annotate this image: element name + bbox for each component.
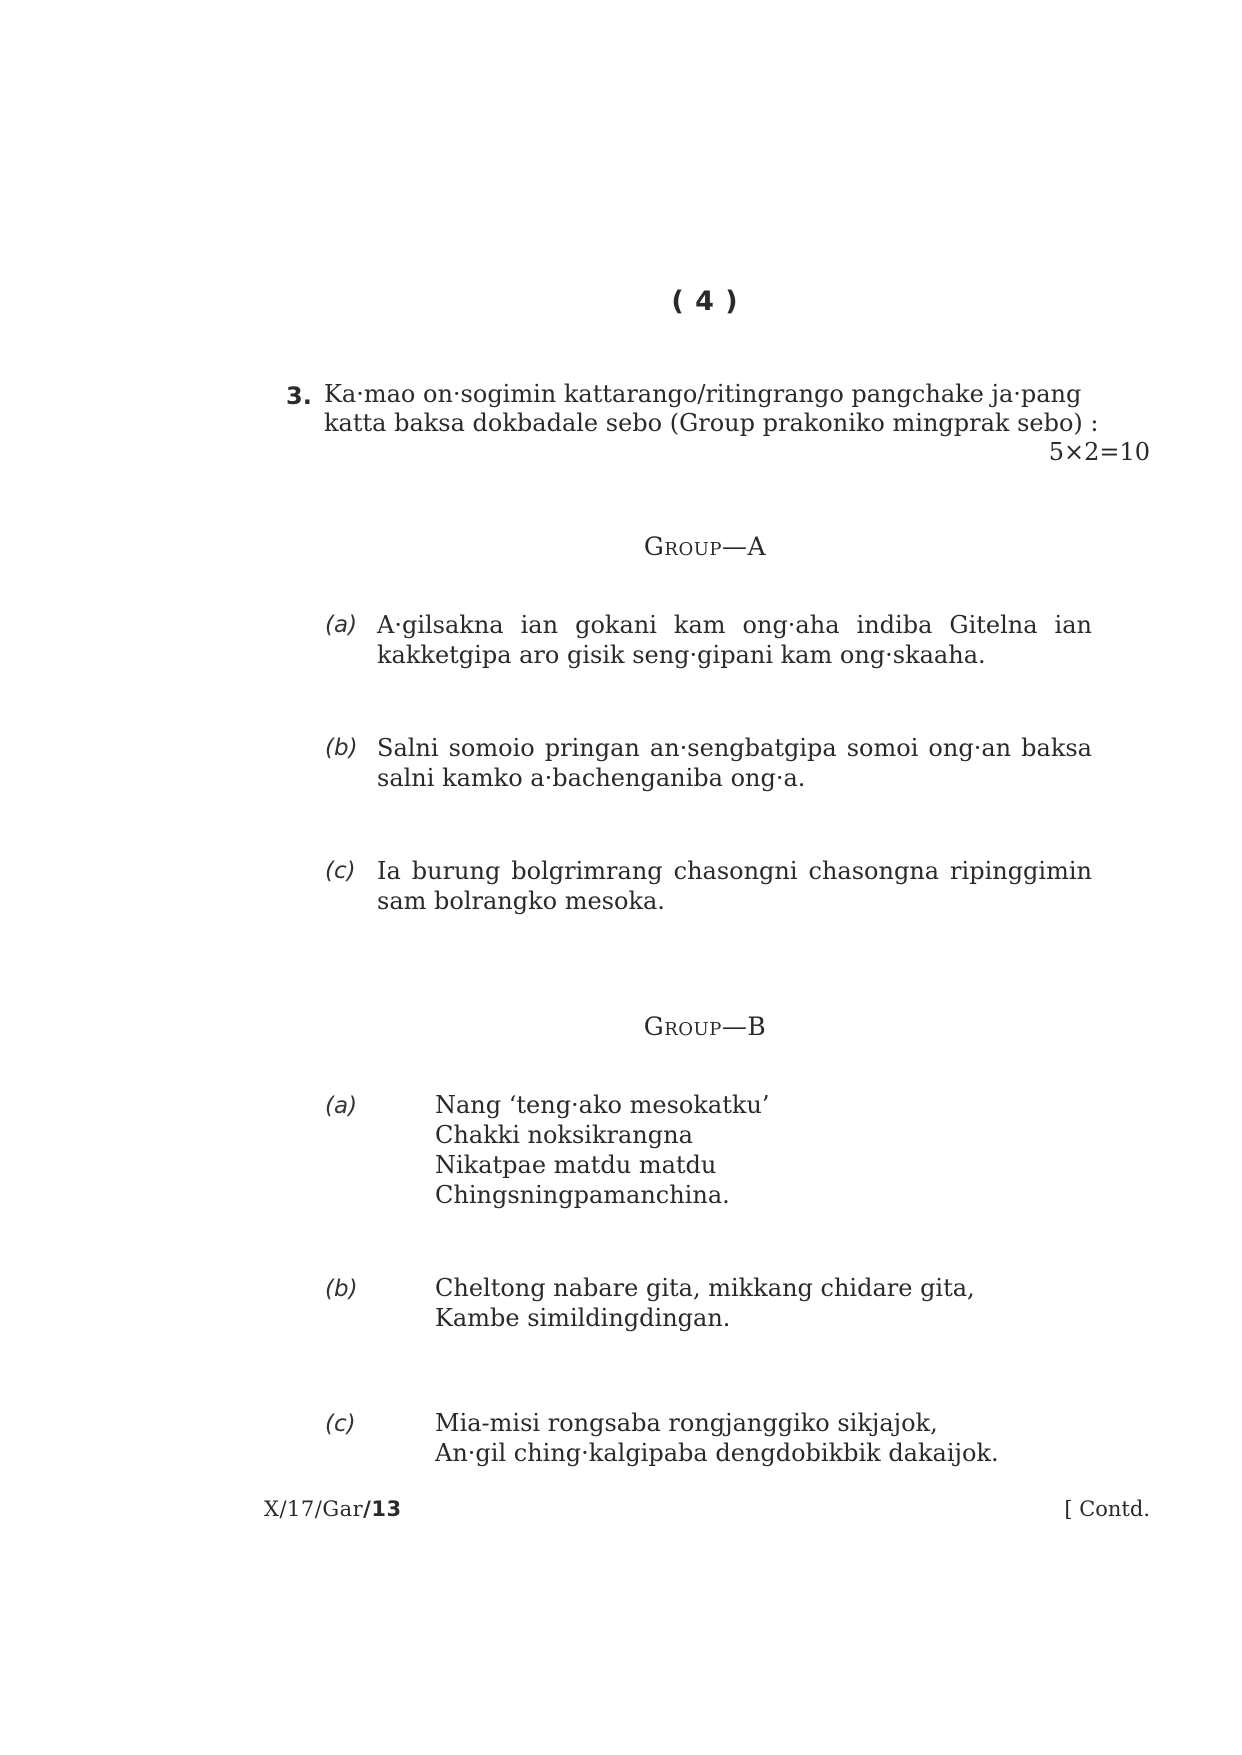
group-a-item-b-label: (b) (325, 735, 358, 761)
question-text (324, 380, 1164, 438)
group-a-item-c-label: (c) (325, 858, 356, 884)
group-b-item-a-poem (435, 1090, 769, 1210)
group-a-heading: Group—A (643, 532, 767, 561)
page-number: ( 4 ) (671, 286, 739, 317)
group-b-item-a-label: (a) (325, 1093, 358, 1119)
group-b-item-b-poem (435, 1273, 975, 1333)
item-line: Salni somoio pringan an·sengbatgipa somoi ong·an baksa (377, 734, 1092, 762)
group-a-item-b-text (377, 733, 1092, 793)
group-a-item-a-text (377, 610, 1092, 670)
question-marks: 5×2=10 (1048, 438, 1150, 466)
poem-line: Kambe simildingdingan. (435, 1304, 731, 1332)
group-a-item-a-label: (a) (325, 612, 358, 638)
question-line: katta baksa dokbadale sebo (Group prakoniko mingprak sebo) : (324, 409, 1099, 437)
continued-marker: [ Contd. (1064, 1497, 1150, 1521)
poem-line: Cheltong nabare gita, mikkang chidare gita, (435, 1274, 975, 1302)
group-b-item-c-poem (435, 1408, 999, 1468)
group-b-item-c-label: (c) (325, 1411, 356, 1437)
item-line: salni kamko a·bachenganiba ong·a. (377, 764, 806, 792)
poem-line: Mia-misi rongsaba rongjanggiko sikjajok, (435, 1409, 938, 1437)
question-line: Ka·mao on·sogimin kattarango/ritingrango pangchake ja·pang (324, 380, 1082, 408)
item-line: kakketgipa aro gisik seng·gipani kam ong·skaaha. (377, 641, 986, 669)
group-b-item-b-label: (b) (325, 1276, 358, 1302)
poem-line: Nang ‘teng·ako mesokatku’ (435, 1091, 770, 1119)
poem-line: Chakki noksikrangna (435, 1121, 693, 1149)
group-b-heading: Group—B (643, 1012, 767, 1041)
question-number: 3. (286, 382, 312, 410)
item-line: Ia burung bolgrimrang chasongni chasongna ripinggimin (377, 857, 1092, 885)
poem-line: An·gil ching·kalgipaba dengdobikbik dakaijok. (435, 1439, 999, 1467)
poem-line: Chingsningpamanchina. (435, 1181, 730, 1209)
paper-code: X/17/Gar/13 (264, 1497, 402, 1521)
poem-line: Nikatpae matdu matdu (435, 1151, 717, 1179)
item-line: A·gilsakna ian gokani kam ong·aha indiba Gitelna ian (377, 611, 1092, 639)
group-a-item-c-text (377, 856, 1092, 916)
item-line: sam bolrangko mesoka. (377, 887, 665, 915)
